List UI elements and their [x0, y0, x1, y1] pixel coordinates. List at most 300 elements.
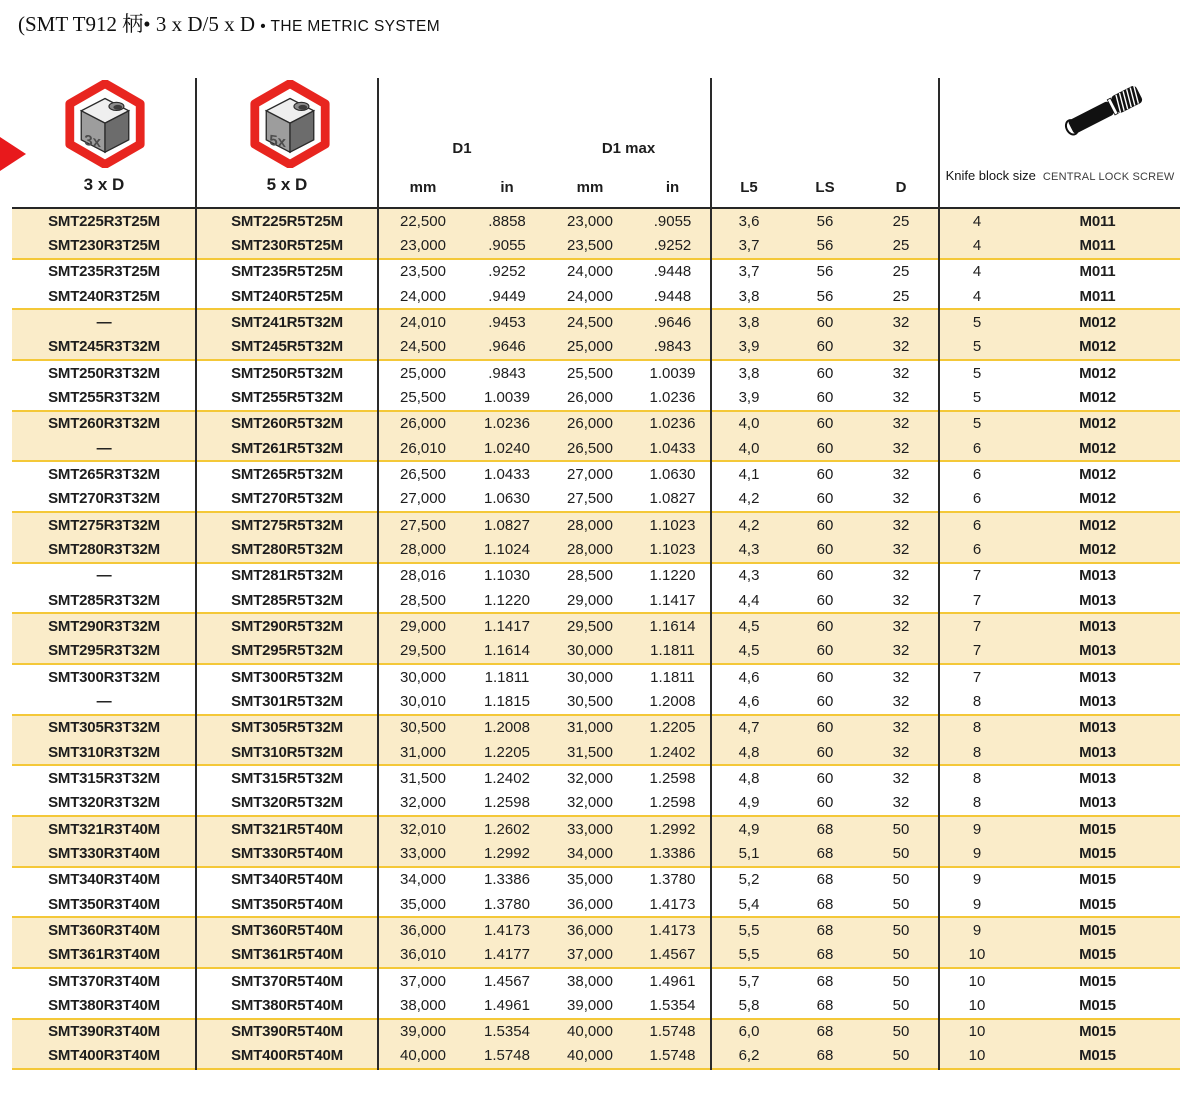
col-d1max-mm: 26,500: [567, 439, 613, 457]
col-l5: 4,6: [738, 692, 760, 710]
col-d1max-in: 1.0827: [649, 490, 696, 508]
col-knife-size: 10: [968, 996, 986, 1014]
col-5xd: SMT240R5T25M: [231, 287, 343, 305]
col-lock-screw: M012: [1079, 465, 1116, 483]
col-d1max-mm: 33,000: [567, 820, 613, 838]
col-d1max-mm: 35,000: [567, 871, 613, 889]
col-d1-mm: 35,000: [400, 895, 446, 913]
table-row: [12, 588, 1180, 614]
col-d: 32: [892, 617, 910, 635]
col-d1max-in: .9646: [653, 313, 692, 331]
col-5xd: SMT301R5T32M: [231, 692, 343, 710]
col-3xd: —: [96, 692, 112, 710]
table-row: [12, 918, 1180, 942]
col-knife-size: 7: [972, 567, 982, 585]
col-lock-screw: M011: [1079, 236, 1116, 254]
col-5xd: SMT235R5T25M: [231, 263, 343, 281]
table-row: [12, 841, 1180, 867]
col-ls: 60: [816, 743, 834, 761]
table-row: [12, 868, 1180, 892]
col-knife-size: 10: [968, 972, 986, 990]
col-3xd: SMT350R3T40M: [48, 895, 160, 913]
col-d1-mm: 29,500: [400, 642, 446, 660]
col-l5: 4,3: [738, 567, 760, 585]
col-d1max-mm: 32,000: [567, 769, 613, 787]
col-d1max-in: 1.4173: [649, 921, 696, 939]
col-d1max-in: 1.1220: [649, 567, 696, 585]
col-ls: 68: [816, 946, 834, 964]
col-d: 32: [892, 591, 910, 609]
col-knife-size: 9: [972, 921, 982, 939]
col-5xd: SMT305R5T32M: [231, 719, 343, 737]
column-divider: [195, 78, 197, 1070]
cube-5x-label: 5x: [269, 131, 286, 152]
col-5xd: SMT360R5T40M: [231, 921, 343, 939]
col-d1-mm: 34,000: [400, 871, 446, 889]
col-d1max-in: 1.4567: [649, 946, 696, 964]
col-ls: 56: [816, 263, 834, 281]
col-l5: 3,8: [738, 364, 760, 382]
col-d1max-in: 1.4173: [649, 895, 696, 913]
col-d1max-mm: 31,500: [567, 743, 613, 761]
col-l5: 5,5: [738, 946, 760, 964]
col-d1max-in: .9448: [653, 263, 692, 281]
col-knife-size: 8: [972, 743, 982, 761]
column-divider: [710, 78, 712, 1070]
col-5xd: SMT290R5T32M: [231, 617, 343, 635]
header-knife-block-size: Knife block size: [945, 168, 1036, 183]
col-d1-in: 1.1614: [484, 642, 530, 660]
col-l5: 4,3: [738, 540, 760, 558]
col-lock-screw: M013: [1079, 567, 1116, 585]
col-d1-in: 1.2992: [484, 844, 530, 862]
col-ls: 60: [816, 668, 834, 686]
col-d1-in: 1.2008: [484, 719, 530, 737]
col-d: 32: [892, 743, 910, 761]
table-row: [12, 436, 1180, 462]
col-lock-screw: M012: [1079, 364, 1116, 382]
col-ls: 60: [816, 415, 834, 433]
col-d1-in: 1.1024: [484, 540, 530, 558]
page-title-suffix: • THE METRIC SYSTEM: [260, 18, 441, 35]
header-knife-screw: [940, 168, 1180, 183]
col-lock-screw: M012: [1079, 516, 1116, 534]
col-knife-size: 8: [972, 719, 982, 737]
col-knife-size: 10: [968, 1047, 986, 1065]
col-5xd: SMT261R5T32M: [231, 439, 343, 457]
col-d1max-mm: 30,500: [567, 692, 613, 710]
col-3xd: SMT380R3T40M: [48, 996, 160, 1014]
page-title-main: (SMT T912 柄• 3 x D/5 x D: [18, 12, 261, 36]
col-d1max-in: 1.2008: [649, 692, 696, 710]
col-l5: 3,7: [738, 263, 760, 281]
col-d1-mm: 27,000: [400, 490, 446, 508]
col-l5: 3,9: [738, 388, 760, 406]
col-d1-in: 1.0240: [484, 439, 530, 457]
table-row: [12, 310, 1180, 334]
col-lock-screw: M015: [1079, 1047, 1116, 1065]
table-row: [12, 969, 1180, 993]
col-5xd: SMT270R5T32M: [231, 490, 343, 508]
col-knife-size: 9: [972, 895, 982, 913]
col-d1-mm: 26,000: [400, 415, 446, 433]
col-5xd: SMT330R5T40M: [231, 844, 343, 862]
col-d: 32: [892, 465, 910, 483]
col-5xd: SMT241R5T32M: [231, 313, 343, 331]
col-knife-size: 9: [972, 820, 982, 838]
col-3xd: SMT310R3T32M: [48, 743, 160, 761]
col-d1-in: 1.0433: [484, 465, 530, 483]
col-knife-size: 7: [972, 642, 982, 660]
col-5xd: SMT265R5T32M: [231, 465, 343, 483]
col-d1-mm: 40,000: [400, 1047, 446, 1065]
col-l5: 5,4: [738, 895, 760, 913]
col-d1max-mm: 29,000: [567, 591, 613, 609]
col-d1-mm: 37,000: [400, 972, 446, 990]
col-d1max-mm: 23,500: [567, 236, 613, 254]
col-3xd: SMT295R3T32M: [48, 642, 160, 660]
col-lock-screw: M015: [1079, 871, 1116, 889]
col-knife-size: 5: [972, 313, 982, 331]
col-ls: 56: [816, 236, 834, 254]
col-d1-in: 1.3386: [484, 871, 530, 889]
col-d: 32: [892, 364, 910, 382]
col-d: 32: [892, 388, 910, 406]
col-ls: 60: [816, 439, 834, 457]
col-5xd: SMT350R5T40M: [231, 895, 343, 913]
col-d: 32: [892, 692, 910, 710]
col-knife-size: 10: [968, 946, 986, 964]
col-d: 32: [892, 719, 910, 737]
col-d: 32: [892, 439, 910, 457]
col-lock-screw: M012: [1079, 490, 1116, 508]
col-l5: 4,9: [738, 794, 760, 812]
col-d1-mm: 30,500: [400, 719, 446, 737]
col-d1-in: 1.4173: [484, 921, 530, 939]
col-3xd: SMT235R3T25M: [48, 263, 160, 281]
col-d1-in: 1.4961: [484, 996, 530, 1014]
col-l5: 6,0: [738, 1023, 760, 1041]
col-d1max-mm: 36,000: [567, 921, 613, 939]
col-d1max-mm: 31,000: [567, 719, 613, 737]
col-d1max-in: 1.1811: [650, 668, 695, 686]
col-lock-screw: M015: [1079, 820, 1116, 838]
col-d1max-mm: 28,000: [567, 540, 613, 558]
col-lock-screw: M013: [1079, 642, 1116, 660]
col-lock-screw: M015: [1079, 895, 1116, 913]
col-5xd: SMT300R5T32M: [231, 668, 343, 686]
header-ls: LS: [815, 179, 835, 196]
table-row: [12, 766, 1180, 790]
col-d1-in: 1.2402: [484, 769, 530, 787]
col-d1-mm: 22,500: [400, 212, 446, 230]
col-ls: 60: [816, 794, 834, 812]
col-5xd: SMT245R5T32M: [231, 338, 343, 356]
col-l5: 4,6: [738, 668, 760, 686]
table-row: [12, 385, 1180, 411]
col-lock-screw: M013: [1079, 591, 1116, 609]
table-row: [12, 639, 1180, 665]
col-l5: 3,8: [738, 313, 760, 331]
col-d: 50: [892, 844, 910, 862]
col-knife-size: 4: [972, 263, 982, 281]
col-d1max-mm: 40,000: [567, 1047, 613, 1065]
col-knife-size: 6: [972, 465, 982, 483]
col-lock-screw: M012: [1079, 313, 1116, 331]
col-ls: 68: [816, 895, 834, 913]
col-d1-in: .9843: [488, 364, 526, 382]
col-knife-size: 10: [968, 1023, 986, 1041]
col-lock-screw: M015: [1079, 996, 1116, 1014]
col-lock-screw: M012: [1079, 388, 1116, 406]
table-row: [12, 487, 1180, 513]
col-l5: 5,1: [738, 844, 760, 862]
col-knife-size: 9: [972, 871, 982, 889]
table-row: [12, 564, 1180, 588]
col-5xd: SMT295R5T32M: [231, 642, 343, 660]
col-d1max-in: 1.2598: [649, 769, 696, 787]
col-d1max-in: 1.0236: [649, 415, 696, 433]
col-d1max-in: 1.3780: [649, 871, 696, 889]
col-ls: 60: [816, 516, 834, 534]
col-d1max-in: 1.1023: [649, 516, 696, 534]
col-ls: 60: [816, 490, 834, 508]
header-l5: L5: [740, 179, 758, 196]
col-d1max-in: 1.1417: [649, 591, 696, 609]
table-row: [12, 462, 1180, 486]
col-d1-in: .9453: [488, 313, 526, 331]
col-5xd: SMT400R5T40M: [231, 1047, 343, 1065]
header-3xd: 3 x D: [83, 175, 125, 194]
col-d1-in: 1.2598: [484, 794, 530, 812]
col-ls: 68: [816, 1023, 834, 1041]
header-d1-mm: mm: [409, 179, 437, 196]
table-row: [12, 614, 1180, 638]
col-l5: 5,5: [738, 921, 760, 939]
col-ls: 68: [816, 996, 834, 1014]
col-d1max-mm: 24,500: [567, 313, 613, 331]
col-d1max-mm: 30,000: [567, 668, 613, 686]
col-l5: 4,4: [738, 591, 760, 609]
table-row: [12, 284, 1180, 310]
col-d1-mm: 27,500: [400, 516, 446, 534]
col-d1-mm: 24,010: [400, 313, 446, 331]
col-d1-mm: 23,000: [400, 236, 446, 254]
col-d1-mm: 25,000: [400, 364, 446, 382]
col-knife-size: 4: [972, 236, 982, 254]
table-header: [12, 78, 1180, 207]
col-3xd: SMT230R3T25M: [48, 236, 160, 254]
col-d: 32: [892, 313, 910, 331]
col-knife-size: 9: [972, 844, 982, 862]
col-d1max-mm: 40,000: [567, 1023, 613, 1041]
col-l5: 4,0: [738, 439, 760, 457]
col-knife-size: 7: [972, 668, 982, 686]
col-3xd: SMT275R3T32M: [48, 516, 160, 534]
col-d1max-in: 1.5354: [649, 996, 696, 1014]
lock-screw-icon: [1057, 82, 1152, 140]
table-row: [12, 513, 1180, 537]
header-d1max-in: in: [665, 179, 680, 196]
col-d1-in: 1.5748: [484, 1047, 530, 1065]
col-d1-mm: 30,000: [400, 668, 446, 686]
col-ls: 56: [816, 212, 834, 230]
col-3xd: SMT390R3T40M: [48, 1023, 160, 1041]
col-lock-screw: M012: [1079, 415, 1116, 433]
col-l5: 3,7: [738, 236, 760, 254]
col-d1-mm: 31,000: [400, 743, 446, 761]
col-lock-screw: M015: [1079, 946, 1116, 964]
col-3xd: SMT400R3T40M: [48, 1047, 160, 1065]
col-ls: 56: [816, 287, 834, 305]
col-5xd: SMT361R5T40M: [231, 946, 343, 964]
col-knife-size: 5: [972, 364, 982, 382]
col-d1max-in: 1.2992: [649, 820, 696, 838]
col-d1max-mm: 24,000: [567, 263, 613, 281]
header-d1max-mm: mm: [576, 179, 604, 196]
col-3xd: SMT370R3T40M: [48, 972, 160, 990]
col-d1max-mm: 25,000: [567, 338, 613, 356]
col-d1-in: .9449: [488, 287, 526, 305]
table-row: [12, 209, 1180, 233]
col-3xd: SMT360R3T40M: [48, 921, 160, 939]
col-5xd: SMT310R5T32M: [231, 743, 343, 761]
col-d: 25: [892, 287, 910, 305]
col-d1max-mm: 36,000: [567, 895, 613, 913]
col-d1max-in: .9843: [653, 338, 692, 356]
col-3xd: SMT290R3T32M: [48, 617, 160, 635]
header-d: D: [895, 179, 907, 196]
cube-5x-icon: [246, 80, 334, 168]
col-3xd: SMT225R3T25M: [48, 212, 160, 230]
col-3xd: SMT245R3T32M: [48, 338, 160, 356]
col-d1max-in: .9448: [653, 287, 692, 305]
col-3xd: SMT320R3T32M: [48, 794, 160, 812]
col-l5: 4,8: [738, 743, 760, 761]
col-knife-size: 5: [972, 415, 982, 433]
col-d: 32: [892, 668, 910, 686]
col-d1-mm: 38,000: [400, 996, 446, 1014]
col-5xd: SMT370R5T40M: [231, 972, 343, 990]
col-d1-in: .8858: [488, 212, 526, 230]
col-ls: 68: [816, 1047, 834, 1065]
col-l5: 3,8: [738, 287, 760, 305]
col-d1max-mm: 26,000: [567, 388, 613, 406]
col-5xd: SMT390R5T40M: [231, 1023, 343, 1041]
col-d1-mm: 28,000: [400, 540, 446, 558]
col-knife-size: 5: [972, 388, 982, 406]
col-l5: 4,2: [738, 516, 760, 534]
col-d: 50: [892, 921, 910, 939]
col-d: 50: [892, 972, 910, 990]
table-row: [12, 361, 1180, 385]
col-5xd: SMT321R5T40M: [231, 820, 343, 838]
col-d: 50: [892, 895, 910, 913]
col-lock-screw: M011: [1079, 212, 1116, 230]
col-knife-size: 6: [972, 490, 982, 508]
col-knife-size: 7: [972, 617, 982, 635]
col-d1max-in: 1.0236: [649, 388, 696, 406]
col-d: 32: [892, 794, 910, 812]
col-ls: 60: [816, 364, 834, 382]
col-lock-screw: M013: [1079, 794, 1116, 812]
col-lock-screw: M015: [1079, 1023, 1116, 1041]
col-3xd: SMT315R3T32M: [48, 769, 160, 787]
col-5xd: SMT285R5T32M: [231, 591, 343, 609]
col-l5: 4,0: [738, 415, 760, 433]
col-lock-screw: M013: [1079, 719, 1116, 737]
col-d1max-mm: 29,500: [567, 617, 613, 635]
col-ls: 60: [816, 617, 834, 635]
col-d: 32: [892, 415, 910, 433]
col-d1max-mm: 27,500: [567, 490, 613, 508]
col-d1max-in: 1.1811: [650, 642, 695, 660]
col-d1max-in: 1.2598: [649, 794, 696, 812]
col-d1-mm: 29,000: [400, 617, 446, 635]
col-5xd: SMT315R5T32M: [231, 769, 343, 787]
col-d1-in: 1.0236: [484, 415, 530, 433]
col-d: 32: [892, 516, 910, 534]
col-d1-mm: 36,010: [400, 946, 446, 964]
col-d1max-mm: 25,500: [567, 364, 613, 382]
col-knife-size: 8: [972, 692, 982, 710]
col-l5: 5,8: [738, 996, 760, 1014]
table-row: [12, 892, 1180, 918]
col-d1-in: .9055: [488, 236, 526, 254]
col-lock-screw: M015: [1079, 844, 1116, 862]
col-5xd: SMT380R5T40M: [231, 996, 343, 1014]
header-5xd: 5 x D: [266, 175, 308, 194]
col-d1-in: 1.1815: [484, 692, 530, 710]
col-knife-size: 6: [972, 516, 982, 534]
col-d1max-mm: 28,500: [567, 567, 613, 585]
col-3xd: —: [96, 313, 112, 331]
col-l5: 3,6: [738, 212, 760, 230]
col-3xd: SMT330R3T40M: [48, 844, 160, 862]
col-l5: 5,2: [738, 871, 760, 889]
table-row: [12, 791, 1180, 817]
col-d1-mm: 23,500: [400, 263, 446, 281]
col-d1max-in: 1.1614: [649, 617, 696, 635]
col-d1-mm: 39,000: [400, 1023, 446, 1041]
col-knife-size: 7: [972, 591, 982, 609]
table-row: [12, 1020, 1180, 1044]
col-d1-mm: 25,500: [400, 388, 446, 406]
col-l5: 5,7: [738, 972, 760, 990]
col-d1max-mm: 32,000: [567, 794, 613, 812]
col-d1-in: 1.4567: [484, 972, 530, 990]
header-d1max: D1 max: [601, 140, 656, 157]
col-d1max-in: .9055: [653, 212, 692, 230]
col-d1max-mm: 23,000: [567, 212, 613, 230]
header-d1-in: in: [500, 179, 514, 196]
table-row: [12, 1044, 1180, 1070]
col-d: 50: [892, 820, 910, 838]
col-d1-mm: 28,016: [400, 567, 446, 585]
col-3xd: SMT240R3T25M: [48, 287, 160, 305]
col-d1max-mm: 38,000: [567, 972, 613, 990]
column-divider: [377, 78, 379, 1070]
col-5xd: SMT340R5T40M: [231, 871, 343, 889]
col-lock-screw: M013: [1079, 743, 1116, 761]
table-row: [12, 233, 1180, 259]
table-row: [12, 335, 1180, 361]
table-row: [12, 689, 1180, 715]
col-knife-size: 8: [972, 769, 982, 787]
col-5xd: SMT320R5T32M: [231, 794, 343, 812]
col-ls: 60: [816, 591, 834, 609]
col-3xd: SMT260R3T32M: [48, 415, 160, 433]
